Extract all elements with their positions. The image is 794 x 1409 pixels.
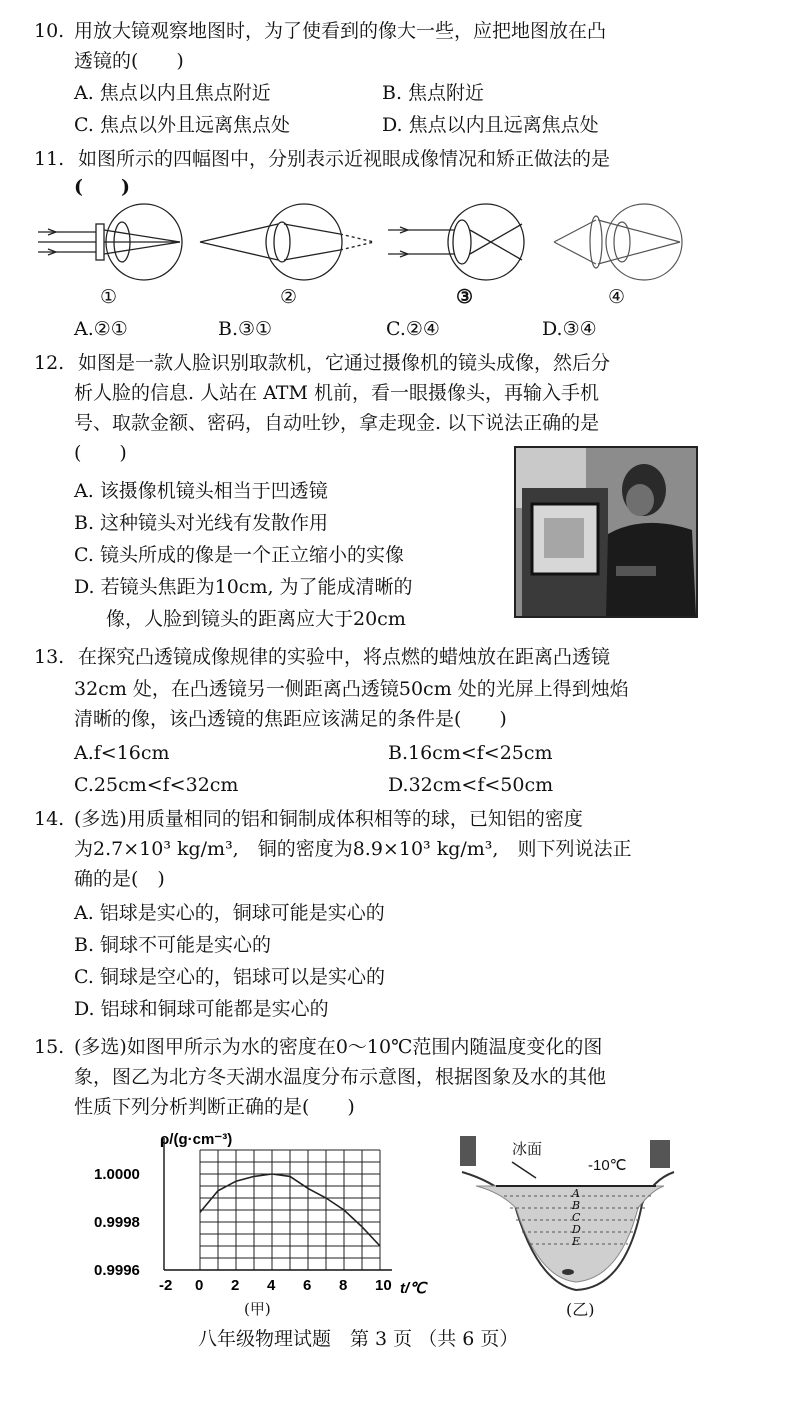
q14-stem-line2: 为2.7×10³ kg/m³, 铜的密度为8.9×10³ kg/m³, 则下列说法正 <box>74 838 632 860</box>
q13-stem-line1: 在探究凸透镜成像规律的实验中，将点燃的蜡烛放在距离凸透镜 <box>78 646 611 668</box>
layer-d: D <box>572 1223 581 1236</box>
q14-option-b: B. 铜球不可能是实心的 <box>74 934 272 956</box>
x-tick-label: 6 <box>303 1277 312 1294</box>
q12-option-a: A. 该摄像机镜头相当于凹透镜 <box>74 480 328 502</box>
q11-option-a: A.②① <box>74 318 128 340</box>
x-tick-label: 8 <box>339 1277 348 1294</box>
q11-option-d: D.③④ <box>542 318 597 340</box>
x-tick-label: -2 <box>159 1277 173 1294</box>
chart-axes <box>164 1138 392 1270</box>
q11-number: 11. <box>34 148 65 170</box>
y-axis-label: ρ/(g·cm⁻³) <box>160 1131 233 1148</box>
fig-label-3: ③ <box>456 286 474 308</box>
q12-number: 12. <box>34 352 65 374</box>
eye-diagrams-figure <box>34 200 694 292</box>
q13-option-a: A.f<16cm <box>74 742 170 764</box>
q11-stem-line1: 如图所示的四幅图中，分别表示近视眼成像情况和矫正做法的是 <box>78 148 611 170</box>
q14-stem-line3: 确的是( ) <box>74 868 165 890</box>
q13-stem-line3: 清晰的像，该凸透镜的焦距应该满足的条件是( ) <box>74 708 507 730</box>
x-tick-label: 0 <box>195 1277 204 1294</box>
chart-caption: (甲) <box>244 1300 271 1318</box>
tree-left <box>460 1136 476 1166</box>
eye-diagram-1 <box>38 204 182 280</box>
layer-e: E <box>572 1235 581 1248</box>
q11-option-b: B.③① <box>218 318 273 340</box>
q14-number: 14. <box>34 808 65 830</box>
q10-option-c: C. 焦点以外且远离焦点处 <box>74 114 290 136</box>
y-tick-label: 0.9998 <box>94 1214 140 1231</box>
q10-option-b: B. 焦点附近 <box>382 82 485 104</box>
q12-option-d-line1: D. 若镜头焦距为10cm, 为了能成清晰的 <box>74 576 413 598</box>
temperature-label: -10℃ <box>588 1157 627 1174</box>
q14-stem-line1: (多选)用质量相同的铝和铜制成体积相等的球，已知铝的密度 <box>74 808 583 830</box>
layer-b: B <box>572 1199 581 1212</box>
q11-option-c: C.②④ <box>386 318 440 340</box>
y-tick-label: 1.0000 <box>94 1166 140 1183</box>
atm-face-recognition-photo <box>514 446 698 618</box>
q15-stem-line2: 象，图乙为北方冬天湖水温度分布示意图，根据图象及水的其他 <box>74 1066 607 1088</box>
ice-label: 冰面 <box>512 1140 543 1158</box>
q10-option-a: A. 焦点以内且焦点附近 <box>74 82 271 104</box>
chart-grid <box>200 1150 380 1270</box>
q13-stem-line2: 32cm 处，在凸透镜另一侧距离凸透镜50cm 处的光屏上得到烛焰 <box>74 678 629 700</box>
q15-stem-line1: (多选)如图甲所示为水的密度在0～10℃范围内随温度变化的图 <box>74 1036 603 1058</box>
x-tick-label: 2 <box>231 1277 240 1294</box>
eye-diagram-4 <box>554 204 682 280</box>
q10-number: 10. <box>34 20 65 42</box>
photo-illustration <box>516 448 696 616</box>
layer-a: A <box>572 1187 580 1200</box>
layer-c: C <box>572 1211 581 1224</box>
fig-label-4: ④ <box>608 286 626 308</box>
fig-label-1: ① <box>100 286 118 308</box>
q10-option-d: D. 焦点以内且远离焦点处 <box>382 114 599 136</box>
q11-stem-line2: ( ) <box>74 176 130 198</box>
lake-temperature-figure <box>456 1132 680 1302</box>
x-tick-label: 10 <box>375 1277 392 1294</box>
q15-stem-line3: 性质下列分析判断正确的是( ) <box>74 1096 355 1118</box>
eye-diagram-3 <box>388 204 524 280</box>
q12-stem-line2: 析人脸的信息. 人站在 ATM 机前，看一眼摄像头，再输入手机 <box>74 382 599 404</box>
x-axis-label: t/℃ <box>400 1280 427 1297</box>
q14-option-c: C. 铜球是空心的，铝球可以是实心的 <box>74 966 385 988</box>
q13-number: 13. <box>34 646 65 668</box>
q15-number: 15. <box>34 1036 65 1058</box>
q13-option-c: C.25cm<f<32cm <box>74 774 239 796</box>
q13-option-d: D.32cm<f<50cm <box>388 774 554 796</box>
page-footer: 八年级物理试题 第 3 页 （共 6 页） <box>198 1328 519 1350</box>
q12-option-c: C. 镜头所成的像是一个正立缩小的实像 <box>74 544 404 566</box>
q12-stem-line3: 号、取款金额、密码，自动吐钞，拿走现金. 以下说法正确的是 <box>74 412 600 434</box>
tree-right <box>650 1140 670 1168</box>
q13-option-b: B.16cm<f<25cm <box>388 742 553 764</box>
lake-caption: (乙) <box>566 1300 595 1319</box>
q14-option-d: D. 铝球和铜球可能都是实心的 <box>74 998 329 1020</box>
q12-option-d-line2: 像，人脸到镜头的距离应大于20cm <box>106 608 406 630</box>
q14-option-a: A. 铝球是实心的，铜球可能是实心的 <box>74 902 385 924</box>
q10-stem-line2: 透镜的( ) <box>74 50 184 72</box>
y-tick-label: 0.9996 <box>94 1262 140 1279</box>
density-chart <box>90 1128 440 1303</box>
eye-diagram-2 <box>200 204 374 280</box>
x-tick-label: 4 <box>267 1277 276 1294</box>
q12-stem-line4: ( ) <box>74 442 127 464</box>
q10-stem-line1: 用放大镜观察地图时，为了使看到的像大一些，应把地图放在凸 <box>74 20 607 42</box>
fig-label-2: ② <box>280 286 298 308</box>
q12-option-b: B. 这种镜头对光线有发散作用 <box>74 512 329 534</box>
q12-stem-line1: 如图是一款人脸识别取款机，它通过摄像机的镜头成像，然后分 <box>78 352 611 374</box>
